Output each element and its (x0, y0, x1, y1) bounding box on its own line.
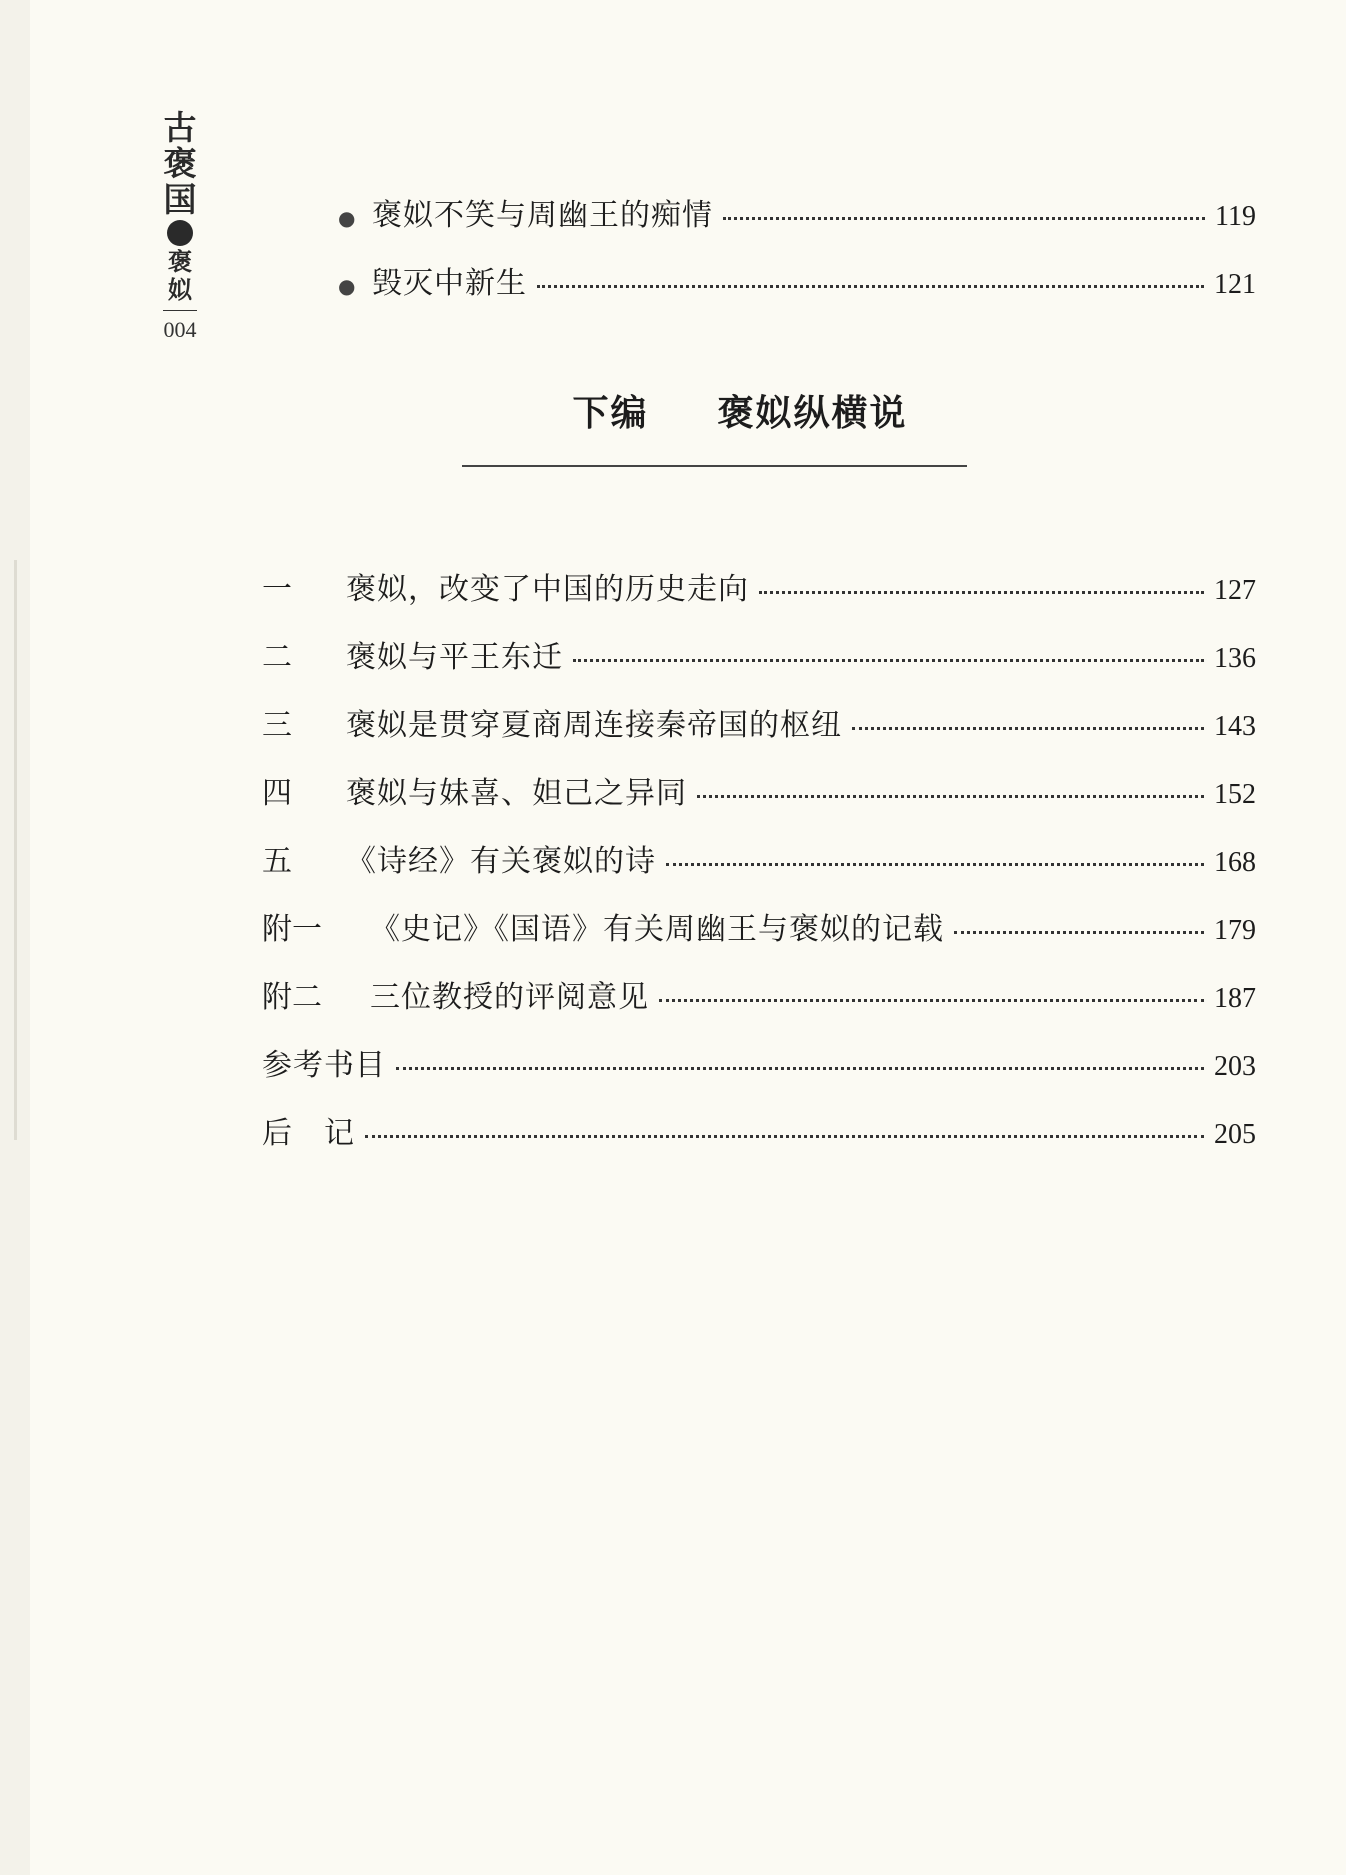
dot-leader (759, 581, 1204, 594)
toc-subitem[interactable] (338, 258, 1256, 304)
toc-item-title: 参考书目 (262, 1048, 386, 1083)
series-seal-icon (167, 220, 193, 246)
series-title (160, 110, 200, 218)
dot-leader (954, 921, 1204, 934)
dot-leader (723, 207, 1205, 220)
toc-item[interactable] (262, 1108, 1256, 1154)
section-title: 褒姒纵横说 (717, 392, 908, 434)
dot-leader (573, 649, 1204, 662)
toc-page-number: 152 (1214, 779, 1256, 810)
toc-item-title: 褒姒与妹喜、妲己之异同 (346, 776, 687, 811)
toc-page-number: 205 (1214, 1119, 1256, 1150)
toc-page-number: 143 (1214, 711, 1256, 742)
bullet-icon: ● (338, 206, 356, 230)
toc-page-number: 179 (1214, 915, 1256, 946)
toc-item[interactable] (262, 1040, 1256, 1086)
toc-item[interactable] (262, 972, 1256, 1018)
toc-item[interactable] (262, 632, 1256, 678)
toc-item-number: 附一 (262, 912, 322, 947)
toc-item-title: 后 记 (262, 1116, 355, 1151)
toc-item-title: 褒姒与平王东迁 (346, 640, 563, 675)
series-char: 古 (163, 108, 197, 147)
toc-page-number: 136 (1214, 643, 1256, 674)
toc-item-number: 一 (262, 572, 292, 607)
page-edge-line (14, 560, 17, 1140)
toc-item-title: 三位教授的评阅意见 (370, 980, 649, 1015)
book-short-title: 褒姒 (168, 247, 192, 304)
divider (163, 310, 197, 311)
toc-page-number: 203 (1214, 1051, 1256, 1082)
toc-page-number: 121 (1214, 269, 1256, 300)
toc-item[interactable] (262, 836, 1256, 882)
dot-leader (537, 275, 1204, 288)
toc-page-number: 127 (1214, 575, 1256, 606)
toc-item[interactable] (262, 904, 1256, 950)
toc-subitem-title: 毁灭中新生 (372, 266, 527, 301)
dot-leader (396, 1057, 1204, 1070)
toc-item-number: 五 (262, 844, 292, 879)
dot-leader (852, 717, 1204, 730)
dot-leader (666, 853, 1204, 866)
toc-item-title: 《史记》《国语》有关周幽王与褒姒的记载 (370, 912, 944, 947)
dot-leader (659, 989, 1204, 1002)
toc-item[interactable] (262, 768, 1256, 814)
toc-item-title: 《诗经》有关褒姒的诗 (346, 844, 656, 879)
toc-item[interactable] (262, 700, 1256, 746)
series-char: 褒 (163, 144, 197, 183)
toc-item-number: 附二 (262, 980, 322, 1015)
section-heading (460, 385, 1020, 436)
toc-item-number: 二 (262, 640, 292, 675)
toc-page-number: 187 (1214, 983, 1256, 1014)
toc-page-number: 119 (1215, 201, 1256, 232)
dot-leader (365, 1125, 1204, 1138)
page-number: 004 (163, 317, 197, 342)
toc-subitem-title: 褒姒不笑与周幽王的痴情 (372, 198, 713, 233)
running-header (160, 110, 200, 343)
toc-item-number: 三 (262, 708, 292, 743)
toc-item[interactable] (262, 564, 1256, 610)
toc-page-number: 168 (1214, 847, 1256, 878)
dot-leader (697, 785, 1204, 798)
toc-subitem[interactable] (338, 190, 1256, 236)
heading-underline (462, 465, 967, 467)
bullet-icon: ● (338, 274, 356, 298)
section-label: 下编 (572, 392, 649, 434)
toc-item-number: 四 (262, 776, 292, 811)
series-char: 国 (163, 180, 197, 219)
toc-item-title: 褒姒是贯穿夏商周连接秦帝国的枢纽 (346, 708, 842, 743)
toc-item-title: 褒姒，改变了中国的历史走向 (346, 572, 749, 607)
